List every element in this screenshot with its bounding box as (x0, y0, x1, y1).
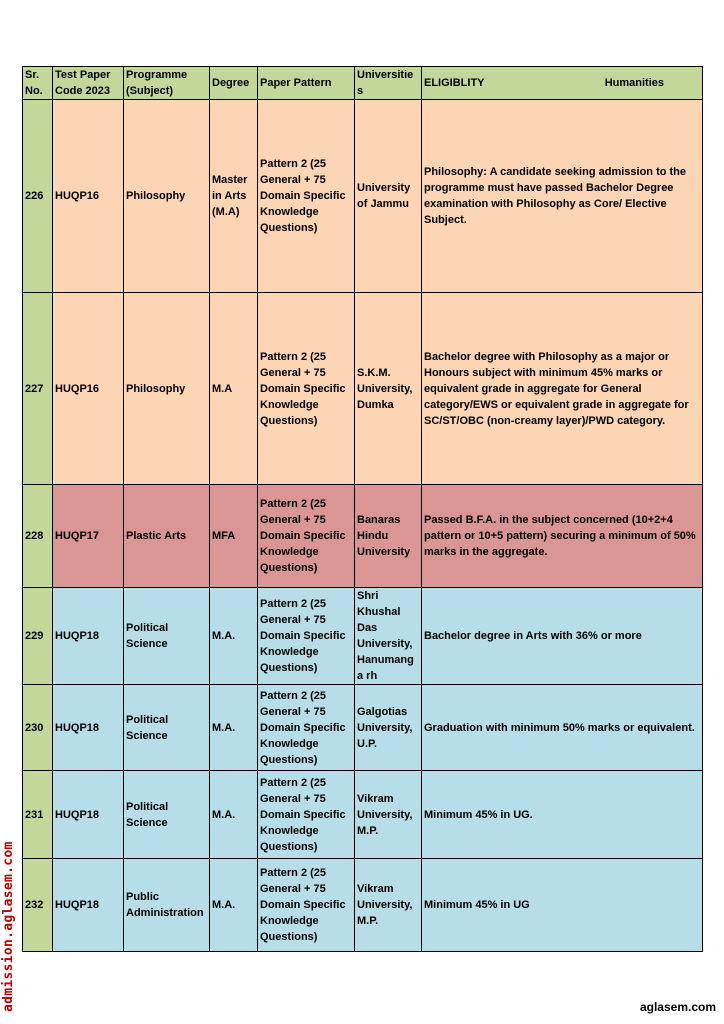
header-universities: Universities (355, 67, 422, 100)
table-row (23, 485, 703, 588)
cell-pattern: Pattern 2 (25 General + 75 Domain Specific Knowledge Questions) (258, 100, 355, 293)
cell-university: S.K.M. University, Dumka (355, 293, 422, 485)
cell-code: HUQP18 (53, 859, 124, 952)
side-watermark: admission.aglasem.com (1, 841, 16, 1012)
cell-eligibility: Minimum 45% in UG. (422, 771, 703, 859)
header-paper-pattern: Paper Pattern (258, 67, 355, 100)
cell-sr: 227 (23, 293, 53, 485)
cell-eligibility: Passed B.F.A. in the subject concerned (10+2+4 pattern or 10+5 pattern) securing a minimum of 50% marks in the aggregate. (422, 485, 703, 588)
cell-code: HUQP16 (53, 100, 124, 293)
cell-sr: 231 (23, 771, 53, 859)
table-row (23, 293, 703, 485)
cell-pattern: Pattern 2 (25 General + 75 Domain Specific Knowledge Questions) (258, 485, 355, 588)
cell-university: Shri Khushal Das University, Hanumanga rh (355, 588, 422, 685)
cell-code: HUQP18 (53, 685, 124, 771)
cell-programme: Public Administration (124, 859, 210, 952)
cell-pattern: Pattern 2 (25 General + 75 Domain Specific Knowledge Questions) (258, 588, 355, 685)
cell-programme: Political Science (124, 685, 210, 771)
cell-code: HUQP17 (53, 485, 124, 588)
cell-degree: M.A. (210, 771, 258, 859)
cell-eligibility: Philosophy: A candidate seeking admission to the programme must have passed Bachelor Degree examination with Philosophy as Core/ Elective Subject. (422, 100, 703, 293)
cell-pattern: Pattern 2 (25 General + 75 Domain Specific Knowledge Questions) (258, 859, 355, 952)
cell-programme: Philosophy (124, 100, 210, 293)
header-programme: Programme (Subject) (124, 67, 210, 100)
cell-programme: Philosophy (124, 293, 210, 485)
cell-code: HUQP18 (53, 588, 124, 685)
cell-degree: Master in Arts (M.A) (210, 100, 258, 293)
table-row (23, 771, 703, 859)
table-row (23, 588, 703, 685)
cell-sr: 230 (23, 685, 53, 771)
cell-university: Banaras Hindu University (355, 485, 422, 588)
cell-programme: Political Science (124, 588, 210, 685)
cell-university: Galgotias University, U.P. (355, 685, 422, 771)
eligibility-table (22, 66, 703, 952)
cell-degree: M.A. (210, 859, 258, 952)
cell-pattern: Pattern 2 (25 General + 75 Domain Specific Knowledge Questions) (258, 685, 355, 771)
cell-pattern: Pattern 2 (25 General + 75 Domain Specific Knowledge Questions) (258, 293, 355, 485)
table-header-row (23, 67, 703, 100)
cell-pattern: Pattern 2 (25 General + 75 Domain Specific Knowledge Questions) (258, 771, 355, 859)
cell-eligibility: Bachelor degree in Arts with 36% or more (422, 588, 703, 685)
cell-university: University of Jammu (355, 100, 422, 293)
eligibility-label: ELIGIBLITY (424, 77, 485, 89)
cell-programme: Plastic Arts (124, 485, 210, 588)
cell-degree: M.A. (210, 685, 258, 771)
table-row (23, 100, 703, 293)
cell-sr: 228 (23, 485, 53, 588)
cell-degree: M.A. (210, 588, 258, 685)
cell-code: HUQP18 (53, 771, 124, 859)
header-eligibility (422, 67, 703, 100)
footer-brand: aglasem.com (639, 1000, 716, 1014)
cell-eligibility: Graduation with minimum 50% marks or equivalent. (422, 685, 703, 771)
cell-degree: MFA (210, 485, 258, 588)
category-label: Humanities (604, 77, 664, 89)
cell-university: Vikram University, M.P. (355, 771, 422, 859)
cell-degree: M.A (210, 293, 258, 485)
table-row (23, 685, 703, 771)
header-sr: Sr. No. (23, 67, 53, 100)
cell-code: HUQP16 (53, 293, 124, 485)
cell-sr: 226 (23, 100, 53, 293)
cell-eligibility: Bachelor degree with Philosophy as a major or Honours subject with minimum 45% marks or equivalent grade in aggregate for General category/EWS or equivalent grade in aggregate for SC/ST/OBC (non-creamy layer)/PWD category. (422, 293, 703, 485)
cell-sr: 232 (23, 859, 53, 952)
cell-eligibility: Minimum 45% in UG (422, 859, 703, 952)
table-row (23, 859, 703, 952)
header-degree: Degree (210, 67, 258, 100)
cell-university: Vikram University, M.P. (355, 859, 422, 952)
cell-sr: 229 (23, 588, 53, 685)
cell-programme: Political Science (124, 771, 210, 859)
header-test-paper-code: Test Paper Code 2023 (53, 67, 124, 100)
